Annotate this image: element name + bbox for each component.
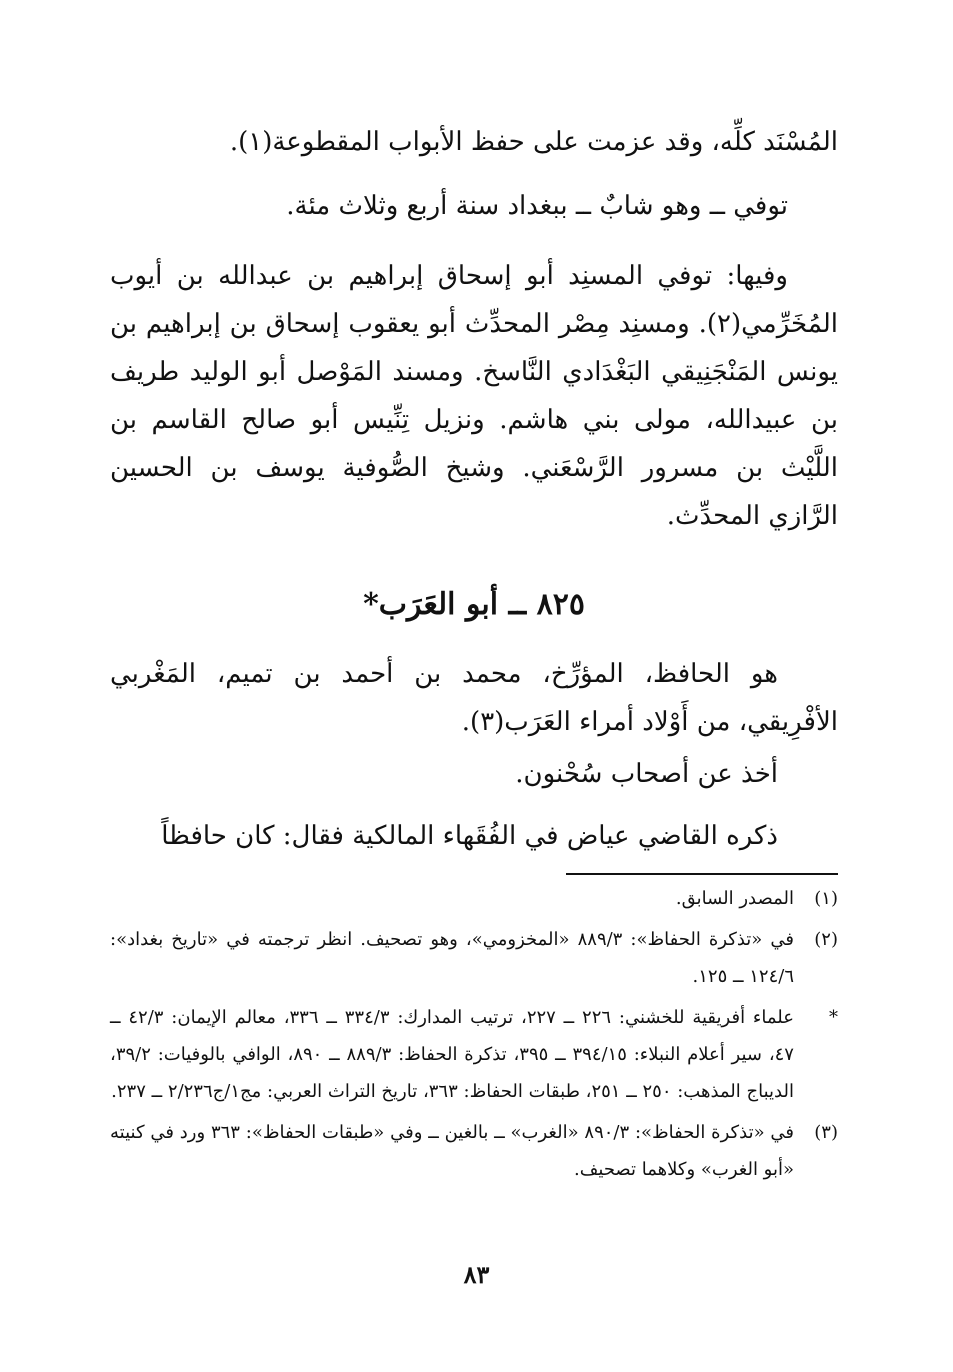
main-text bbox=[110, 118, 838, 860]
footnote-item bbox=[110, 1114, 838, 1188]
paragraph-deaths-list: وفيها: توفي المسنِد أبو إسحاق إبراهيم بن عبدالله بن أيوب المُخَرِّمي(٢). ومسنِد مِصْر المحدِّث أبو يعقوب إسحاق بن إبراهيم بن يونس المَنْجَنِيقي البَغْدَادي النَّاسخ. ومسند المَوْصل أبو الوليد طريف بن عبيدالله، مولى بني هاشم. ونزيل تِنِّيس أبو صالح القاسم بن اللَّيْث بن مسرور الرَّسْعَني. وشيخ الصُّوفية يوسف بن الحسين الرَّازي المحدِّث. bbox=[110, 261, 838, 531]
footnote-mark: (١) bbox=[814, 888, 838, 909]
footnote-text: علماء أفريقية للخشني: ٢٢٦ ــ ٢٢٧، ترتيب المدارك: ٣٣٤/٣ ــ ٣٣٦، معالم الإيمان: ٤٢/٣ ــ ٤٧، سير أعلام النبلاء: ٣٩٤/١٥ ــ ٣٩٥، تذكرة الحفاظ: ٨٨٩/٣ ــ ٨٩٠، الوافي بالوفيات: ٣٩/٢، الديباج المذهب: ٢٥٠ ــ ٢٥١، طبقات الحفاظ: ٣٦٣، تاريخ التراث العربي: مج١/ج٢/٢٣٦ ــ ٢٣٧. bbox=[110, 1007, 794, 1102]
footnote-mark: * bbox=[829, 1007, 838, 1028]
page-number: ٨٣ bbox=[463, 1260, 490, 1289]
footnote-item bbox=[110, 921, 838, 995]
footnote-item bbox=[110, 999, 838, 1110]
entry-paragraph-mention: ذكره القاضي عياض في الفُقَهاء المالكية فقال: كان حافظاً bbox=[161, 821, 778, 851]
footnotes bbox=[110, 880, 838, 1192]
footnote-mark: (٣) bbox=[814, 1122, 838, 1143]
footnote-text: المصدر السابق. bbox=[675, 888, 794, 909]
entry-paragraph-teachers: أخذ عن أصحاب سُحْنون. bbox=[515, 759, 778, 789]
entry-paragraph-identity: هو الحافظ، المؤرِّخ، محمد بن أحمد بن تميم، المَغْربي الأفْرِيقي، من أَوْلاد أمراء العَرَب(٣). bbox=[110, 659, 838, 737]
footnote-item bbox=[110, 880, 838, 917]
paragraph-death-note: توفي ــ وهو شابٌ ــ ببغداد سنة أربع وثلاث مئة. bbox=[286, 191, 788, 221]
footnote-text: في «تذكرة الحفاظ»: ٨٨٩/٣ «المخزومي»، وهو تصحيف. انظر ترجمته في «تاريخ بغداد»: ١٢٤/٦ ــ ١٢٥. bbox=[110, 929, 794, 987]
footnote-text: في «تذكرة الحفاظ»: ٨٩٠/٣ «الغرب» ــ بالغين ــ وفي «طبقات الحفاظ»: ٣٦٣ ورد في كنيته «أبو الغرب» وكلاهما تصحيف. bbox=[110, 1122, 795, 1180]
entry-heading: ٨٢٥ ــ أبو العَرَب* bbox=[363, 587, 585, 622]
footnote-mark: (٢) bbox=[814, 929, 838, 950]
footnote-separator bbox=[566, 873, 838, 875]
paragraph-continuation: المُسْنَد كلِّه، وقد عزمت على حفظ الأبواب المقطوعة(١). bbox=[229, 127, 838, 157]
